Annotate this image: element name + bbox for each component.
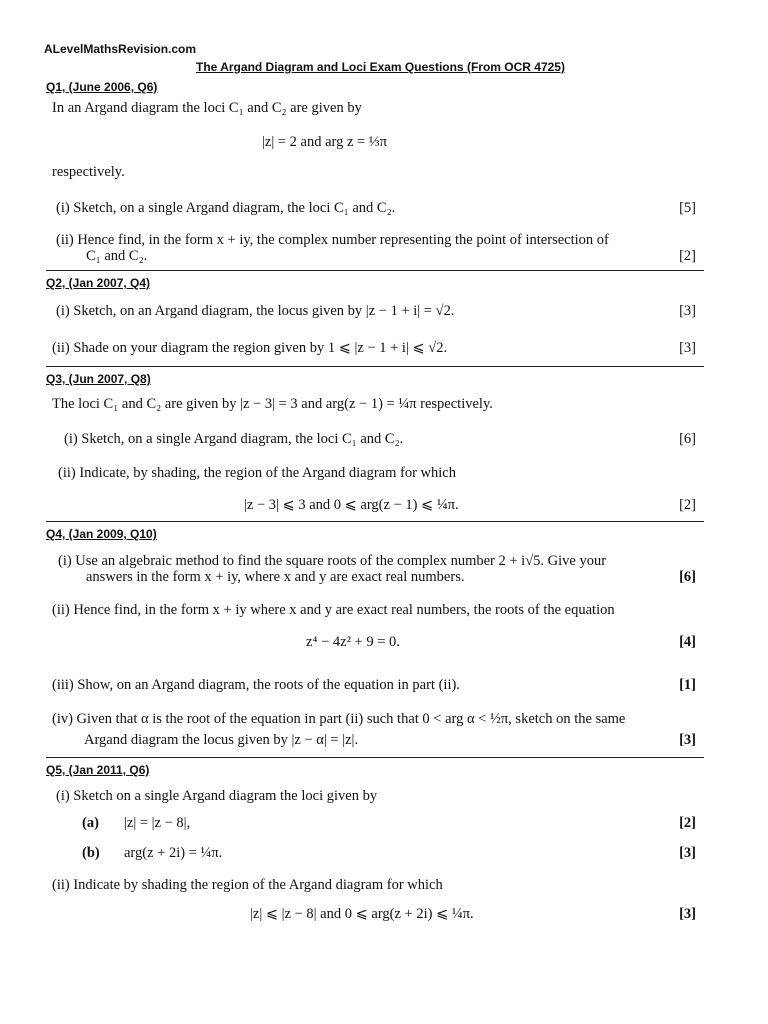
document-title: The Argand Diagram and Loci Exam Questions (From OCR 4725) xyxy=(196,60,565,74)
q5-heading: Q5, (Jan 2011, Q6) xyxy=(46,763,150,777)
q5-part-a: |z| = |z − 8|, xyxy=(124,815,191,831)
q1-part-i: (i) Sketch, on a single Argand diagram, the loci C₁ and C₂. xyxy=(56,200,396,216)
q1-intro: In an Argand diagram the loci C₁ and C₂ are given by xyxy=(52,100,362,116)
q2-part-ii-mark: [3] xyxy=(679,340,696,356)
q2-part-i-mark: [3] xyxy=(679,303,696,319)
q5-part-ii-equation: |z| ⩽ |z − 8| and 0 ⩽ arg(z + 2i) ⩽ ¼π. xyxy=(250,906,474,922)
q4-part-iii-mark: [1] xyxy=(679,677,696,693)
q5-part-ii: (ii) Indicate by shading the region of the Argand diagram for which xyxy=(52,877,443,893)
q4-part-ii-equation: z⁴ − 4z² + 9 = 0. xyxy=(306,634,400,650)
q4-part-ii-mark: [4] xyxy=(679,634,696,650)
q3-intro: The loci C₁ and C₂ are given by |z − 3| = 3 and arg(z − 1) = ¼π respectively. xyxy=(52,396,493,412)
q5-part-b-mark: [3] xyxy=(679,845,696,861)
q4-part-iii: (iii) Show, on an Argand diagram, the roots of the equation in part (ii). xyxy=(52,677,460,693)
site-name: ALevelMathsRevision.com xyxy=(44,42,197,56)
q3-part-i: (i) Sketch, on a single Argand diagram, the loci C₁ and C₂. xyxy=(64,431,404,447)
q5-part-a-label: (a) xyxy=(82,815,99,831)
q4-part-iv: (iv) Given that α is the root of the equation in part (ii) such that 0 < arg α < ½π, sketch on the same xyxy=(52,711,626,727)
q1-part-ii-cont: C₁ and C₂. xyxy=(86,248,148,264)
q1-divider xyxy=(46,270,704,271)
q4-divider xyxy=(46,757,704,758)
q3-part-ii-mark: [2] xyxy=(679,497,696,513)
q4-heading: Q4, (Jan 2009, Q10) xyxy=(46,527,157,541)
q1-part-ii-mark: [2] xyxy=(679,248,696,264)
q5-part-i: (i) Sketch on a single Argand diagram the loci given by xyxy=(56,788,378,804)
q4-part-iv-mark: [3] xyxy=(679,732,696,748)
q4-part-ii: (ii) Hence find, in the form x + iy where x and y are exact real numbers, the roots of the equation xyxy=(52,602,615,618)
q5-part-ii-mark: [3] xyxy=(679,906,696,922)
q2-heading: Q2, (Jan 2007, Q4) xyxy=(46,276,151,290)
q3-part-ii: (ii) Indicate, by shading, the region of the Argand diagram for which xyxy=(58,465,456,481)
q4-part-i-cont: answers in the form x + iy, where x and y are exact real numbers. xyxy=(86,569,465,585)
q4-part-i-mark: [6] xyxy=(679,569,696,585)
q5-part-b-label: (b) xyxy=(82,845,100,861)
q4-part-i: (i) Use an algebraic method to find the square roots of the complex number 2 + i√5. Give your xyxy=(58,553,607,569)
q3-heading: Q3, (Jun 2007, Q8) xyxy=(46,372,151,386)
q5-part-a-mark: [2] xyxy=(679,815,696,831)
q1-heading: Q1, (June 2006, Q6) xyxy=(46,80,158,94)
q4-part-iv-cont: Argand diagram the locus given by |z − α| = |z|. xyxy=(84,732,359,748)
q1-equation: |z| = 2 and arg z = ⅓π xyxy=(262,134,388,150)
q1-respectively: respectively. xyxy=(52,164,125,180)
q3-part-ii-equation: |z − 3| ⩽ 3 and 0 ⩽ arg(z − 1) ⩽ ¼π. xyxy=(244,497,459,513)
q3-divider xyxy=(46,521,704,522)
q2-divider xyxy=(46,366,704,367)
q1-part-i-mark: [5] xyxy=(679,200,696,216)
q1-part-ii: (ii) Hence find, in the form x + iy, the complex number representing the point of intersection of xyxy=(56,232,609,248)
q2-part-ii: (ii) Shade on your diagram the region given by 1 ⩽ |z − 1 + i| ⩽ √2. xyxy=(52,340,448,356)
q3-part-i-mark: [6] xyxy=(679,431,696,447)
q5-part-b: arg(z + 2i) = ¼π. xyxy=(124,845,223,861)
q2-part-i: (i) Sketch, on an Argand diagram, the locus given by |z − 1 + i| = √2. xyxy=(56,303,455,319)
